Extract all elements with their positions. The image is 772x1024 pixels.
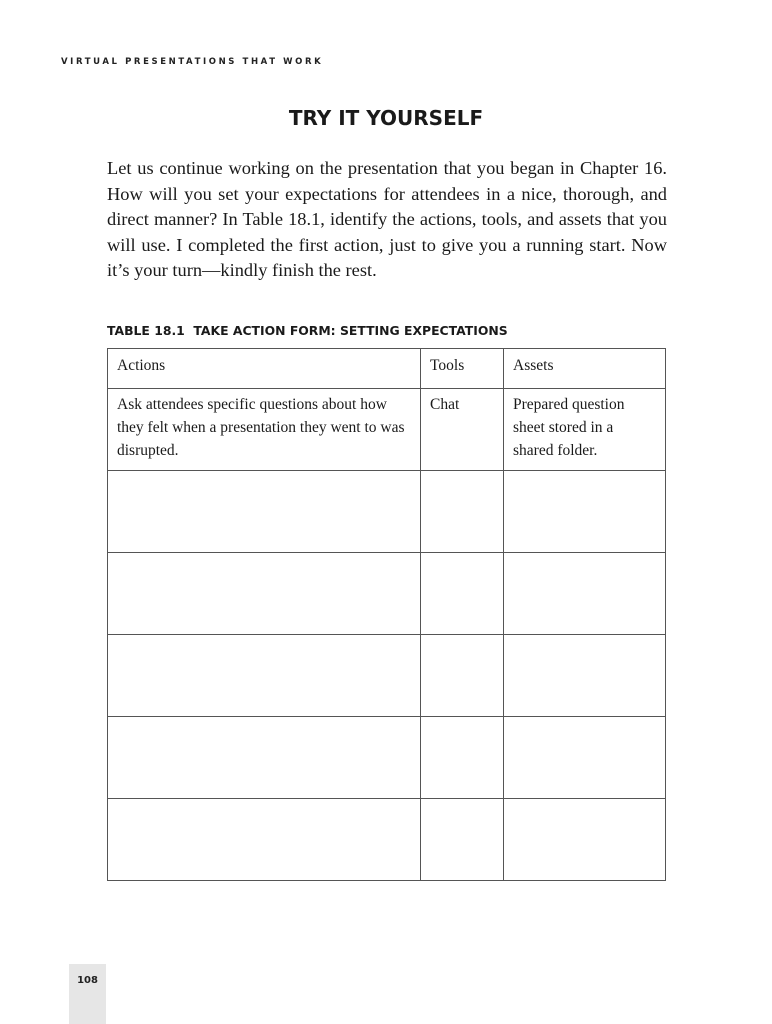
cell-assets[interactable]: [504, 471, 666, 553]
cell-tools[interactable]: [421, 717, 504, 799]
cell-actions[interactable]: [108, 717, 421, 799]
cell-assets: Prepared question sheet stored in a shared folder.: [504, 389, 666, 471]
cell-tools: Chat: [421, 389, 504, 471]
action-form-table: [107, 348, 666, 881]
table-row: [108, 471, 666, 553]
cell-assets[interactable]: [504, 553, 666, 635]
table-row: [108, 635, 666, 717]
header-assets: Assets: [504, 349, 666, 389]
cell-actions[interactable]: [108, 471, 421, 553]
cell-actions[interactable]: [108, 553, 421, 635]
cell-assets[interactable]: [504, 635, 666, 717]
cell-assets[interactable]: [504, 717, 666, 799]
cell-tools[interactable]: [421, 553, 504, 635]
cell-tools[interactable]: [421, 471, 504, 553]
table-row: [108, 799, 666, 881]
cell-actions[interactable]: [108, 799, 421, 881]
cell-tools[interactable]: [421, 799, 504, 881]
body-paragraph: Let us continue working on the presentation that you began in Chapter 16. How will you set your expectations for attendees in a nice, thorough, and direct manner? In Table 18.1, identify the actions, tools, and assets that you will use. I completed the first action, just to give you a running start. Now it’s your turn—kindly finish the rest.: [107, 158, 667, 280]
page-number: 108: [69, 964, 106, 1024]
table-row: [108, 389, 666, 471]
header-actions: Actions: [108, 349, 421, 389]
header-tools: Tools: [421, 349, 504, 389]
cell-assets[interactable]: [504, 799, 666, 881]
running-head: VIRTUAL PRESENTATIONS THAT WORK: [61, 57, 324, 67]
table-row: [108, 717, 666, 799]
cell-actions: Ask attendees specific questions about how they felt when a presentation they went to was disrupted.: [108, 389, 421, 471]
table-caption: TABLE 18.1 TAKE ACTION FORM: SETTING EXPECTATIONS: [107, 323, 508, 338]
cell-actions[interactable]: [108, 635, 421, 717]
cell-tools[interactable]: [421, 635, 504, 717]
table-header-row: [108, 349, 666, 389]
section-title: TRY IT YOURSELF: [288, 106, 484, 130]
table-row: [108, 553, 666, 635]
